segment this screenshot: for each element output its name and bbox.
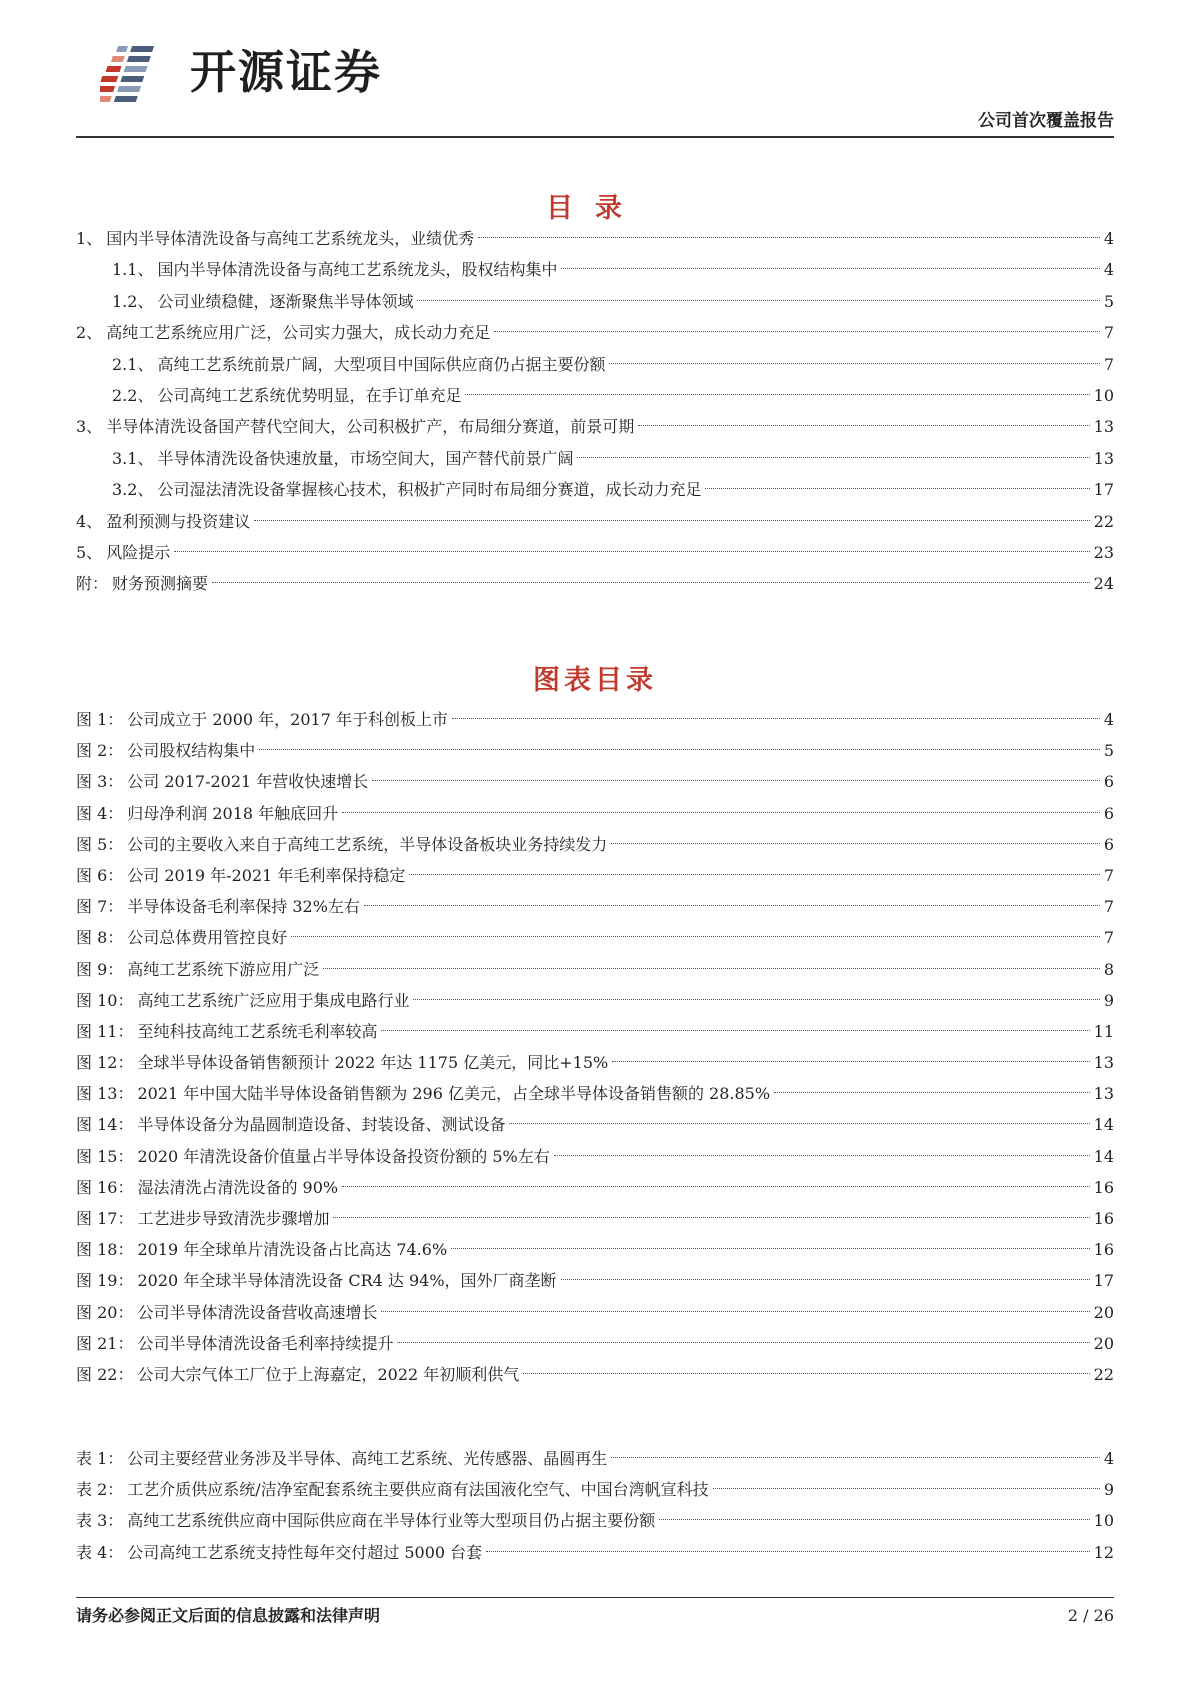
figure-entry-label	[76, 735, 255, 766]
figure-entry-text: 高纯工艺系统下游应用广泛	[127, 959, 320, 979]
dot-leader	[451, 1247, 1089, 1249]
dot-leader	[561, 267, 1099, 269]
toc-entry-number: 2.2、	[112, 385, 154, 405]
dot-leader	[612, 1060, 1089, 1062]
figure-entry-page: 6	[1103, 803, 1114, 823]
figure-entry-page: 14	[1093, 1146, 1114, 1166]
toc-entry-number: 3.1、	[112, 448, 154, 468]
toc-entry-text: 风险提示	[106, 542, 171, 562]
table-entry-label	[76, 1474, 709, 1505]
figure-entry-number: 图 6：	[76, 865, 124, 885]
toc-entry[interactable]	[76, 254, 1114, 285]
figure-entry-label	[76, 1078, 770, 1109]
figure-entry-number: 图 15：	[76, 1146, 134, 1166]
figure-entry-text: 至纯科技高纯工艺系统毛利率较高	[137, 1021, 378, 1041]
figure-entry[interactable]	[76, 1016, 1114, 1047]
figure-entry-page: 16	[1093, 1209, 1114, 1228]
figure-entry-text: 公司半导体清洗设备营收高速增长	[137, 1302, 378, 1322]
toc-entry-label	[76, 223, 474, 254]
toc-entry-number: 附：	[76, 574, 109, 594]
figure-entry[interactable]	[76, 798, 1114, 829]
table-entry[interactable]	[76, 1474, 1114, 1505]
figure-entry-text: 半导体设备毛利率保持 32%左右	[127, 897, 360, 917]
figure-entry-label	[76, 985, 409, 1016]
dot-leader	[342, 1185, 1090, 1187]
figure-entry-number: 图 19：	[76, 1271, 134, 1291]
toc-entry-number: 4、	[76, 511, 103, 531]
figure-entry-label	[76, 1359, 519, 1390]
figure-entry-page: 14	[1093, 1115, 1114, 1135]
figure-entry[interactable]	[76, 1203, 1114, 1234]
figure-entry[interactable]	[76, 891, 1114, 922]
toc-entry-number: 2.1、	[112, 354, 154, 374]
figure-entry-label	[76, 1109, 505, 1140]
figure-entry-text: 2020 年全球半导体清洗设备 CR4 达 94%，国外厂商垄断	[137, 1271, 557, 1291]
dot-leader	[509, 1122, 1089, 1124]
toc-entry-label	[76, 506, 250, 537]
figure-entry-number: 图 5：	[76, 834, 124, 854]
figure-entry-page: 20	[1093, 1333, 1114, 1353]
figure-entry-text: 2019 年全球单片清洗设备占比高达 74.6%	[137, 1240, 448, 1260]
report-type: 公司首次覆盖报告	[978, 111, 1114, 131]
figure-entry-page: 22	[1093, 1364, 1114, 1384]
toc-entry-label	[112, 254, 557, 285]
table-entry[interactable]	[76, 1537, 1114, 1568]
figure-entry-label	[76, 860, 405, 891]
figure-entry-text: 公司大宗气体工厂位于上海嘉定，2022 年初顺利供气	[137, 1364, 520, 1384]
toc-entry-number: 3、	[76, 417, 103, 437]
toc-entry-page: 7	[1103, 354, 1114, 374]
table-entry-label	[76, 1505, 655, 1536]
page-indicator: 2 / 26	[1067, 1606, 1114, 1625]
figure-entry-text: 湿法清洗占清洗设备的 90%	[137, 1177, 339, 1197]
toc-entry-text: 公司高纯工艺系统优势明显，在手订单充足	[157, 385, 462, 405]
dot-leader	[561, 1278, 1090, 1280]
figure-entry-label	[76, 1016, 377, 1047]
figure-entry-page: 20	[1093, 1302, 1114, 1322]
figure-entry[interactable]	[76, 860, 1114, 891]
figure-entry-number: 图 18：	[76, 1240, 134, 1260]
toc-entry-text: 盈利预测与投资建议	[106, 511, 251, 531]
dot-leader	[577, 456, 1089, 458]
figure-entry-text: 2021 年中国大陆半导体设备销售额为 296 亿美元，占全球半导体设备销售额的 28.85%	[137, 1084, 771, 1104]
figure-entry-text: 高纯工艺系统广泛应用于集成电路行业	[137, 990, 410, 1010]
dot-leader	[705, 487, 1089, 489]
toc-entry-number: 3.2、	[112, 480, 154, 500]
figure-entry-label	[76, 954, 319, 985]
toc-entry-text: 财务预测摘要	[112, 574, 209, 594]
toc-entry-text: 公司湿法清洗设备掌握核心技术，积极扩产同时布局细分赛道，成长动力充足	[157, 480, 702, 500]
table-entry-number: 表 1：	[76, 1449, 124, 1468]
figure-entry-text: 半导体设备分为晶圆制造设备、封装设备、测试设备	[137, 1115, 506, 1135]
table-entry-number: 表 4：	[76, 1542, 124, 1562]
toc-entry-label	[76, 537, 170, 568]
figure-entry-label	[76, 1265, 557, 1296]
figure-entry[interactable]	[76, 1297, 1114, 1328]
toc-entry-number: 1.2、	[112, 291, 154, 311]
figure-entry-number: 图 22：	[76, 1364, 134, 1384]
dot-leader	[465, 393, 1089, 395]
toc-entry-label	[76, 317, 490, 348]
table-entry-text: 工艺介质供应系统/洁净室配套系统主要供应商有法国液化空气、中国台湾帆宣科技	[127, 1480, 709, 1500]
toc-entry[interactable]	[76, 443, 1114, 474]
dot-leader	[381, 1310, 1089, 1312]
figure-entry-text: 归母净利润 2018 年触底回升	[127, 803, 339, 823]
toc-entry-label	[76, 411, 634, 442]
figure-entry-page: 16	[1093, 1240, 1114, 1260]
dot-leader	[611, 842, 1100, 844]
figures-title: 图表目录	[533, 665, 657, 696]
dot-leader	[259, 748, 1100, 750]
toc-entry[interactable]	[76, 317, 1114, 348]
table-entry-page: 10	[1093, 1511, 1114, 1531]
dot-leader	[212, 581, 1090, 583]
figure-entry-page: 7	[1103, 928, 1114, 948]
table-entry-label	[76, 1537, 482, 1568]
dot-leader	[486, 1550, 1089, 1552]
toc-entry-text: 半导体清洗设备国产替代空间大，公司积极扩产，布局细分赛道，前景可期	[106, 417, 635, 437]
dot-leader	[638, 424, 1089, 426]
figure-entry-page: 11	[1093, 1021, 1114, 1041]
figure-entry[interactable]	[76, 1078, 1114, 1109]
toc-entry-page: 13	[1093, 448, 1114, 468]
figure-entry[interactable]	[76, 829, 1114, 860]
toc-entry-number: 2、	[76, 323, 103, 343]
toc-entry-page: 17	[1093, 480, 1114, 500]
toc-entry-page: 10	[1093, 385, 1114, 405]
toc-list	[76, 223, 1114, 600]
toc-entry-page: 7	[1103, 323, 1114, 343]
toc-entry[interactable]	[76, 223, 1114, 254]
table-list	[76, 1443, 1114, 1568]
toc-title: 目录	[546, 193, 644, 224]
figure-entry-page: 7	[1103, 865, 1114, 885]
figure-entry-text: 全球半导体设备销售额预计 2022 年达 1175 亿美元，同比+15%	[137, 1053, 609, 1073]
figure-entry-text: 公司股权结构集中	[127, 741, 256, 761]
toc-entry[interactable]	[76, 380, 1114, 411]
toc-entry-page: 24	[1093, 574, 1114, 594]
page-header	[0, 0, 1190, 140]
toc-entry[interactable]	[76, 568, 1114, 599]
dot-leader	[659, 1518, 1089, 1520]
toc-entry-label	[112, 286, 413, 317]
figure-entry-label	[76, 1141, 550, 1172]
figure-entry[interactable]	[76, 1109, 1114, 1140]
toc-entry-label	[112, 474, 701, 505]
figure-entry-label	[76, 1172, 338, 1203]
figure-list	[76, 704, 1114, 1390]
dot-leader	[381, 1029, 1089, 1031]
dot-leader	[372, 779, 1100, 781]
figure-entry-number: 图 20：	[76, 1302, 134, 1322]
table-entry[interactable]	[76, 1505, 1114, 1536]
figure-entry-page: 4	[1103, 710, 1114, 729]
figure-entry-label	[76, 922, 287, 953]
figure-entry-number: 图 14：	[76, 1115, 134, 1135]
figure-entry-page: 5	[1103, 741, 1114, 761]
figure-entry-text: 公司 2017-2021 年营收快速增长	[127, 772, 369, 792]
dot-leader	[397, 1341, 1089, 1343]
figure-entry-number: 图 4：	[76, 803, 124, 823]
toc-entry-page: 4	[1103, 260, 1114, 280]
toc-entry-label	[112, 443, 573, 474]
figure-entry-label	[76, 829, 607, 860]
table-entry-page: 4	[1103, 1449, 1114, 1468]
dot-leader	[611, 1456, 1100, 1458]
table-entry[interactable]	[76, 1443, 1114, 1474]
dot-leader	[417, 299, 1099, 301]
toc-entry[interactable]	[76, 506, 1114, 537]
toc-entry-text: 国内半导体清洗设备与高纯工艺系统龙头，股权结构集中	[157, 260, 558, 280]
figure-entry-text: 公司 2019 年-2021 年毛利率保持稳定	[127, 865, 406, 885]
figure-entry-number: 图 13：	[76, 1084, 134, 1104]
figure-entry[interactable]	[76, 1234, 1114, 1265]
figure-entry-number: 图 8：	[76, 928, 124, 948]
toc-entry-text: 高纯工艺系统前景广阔，大型项目中国际供应商仍占据主要份额	[157, 354, 606, 374]
figure-entry-text: 公司半导体清洗设备毛利率持续提升	[137, 1333, 394, 1353]
figure-entry-label	[76, 1328, 393, 1359]
figure-entry-page: 8	[1103, 959, 1114, 979]
toc-entry-page: 22	[1093, 511, 1114, 531]
header-rule	[76, 136, 1114, 138]
figure-entry-page: 7	[1103, 897, 1114, 917]
toc-entry-text: 公司业绩稳健，逐渐聚焦半导体领域	[157, 291, 414, 311]
figure-entry[interactable]	[76, 1359, 1114, 1390]
toc-entry-page: 4	[1103, 229, 1114, 248]
figure-entry-page: 16	[1093, 1177, 1114, 1197]
dot-leader	[478, 236, 1100, 238]
table-entry-text: 公司高纯工艺系统支持性每年交付超过 5000 台套	[127, 1542, 483, 1562]
figure-entry-page: 6	[1103, 834, 1114, 854]
figure-entry-label	[76, 1203, 329, 1234]
figure-entry-number: 图 3：	[76, 772, 124, 792]
figure-entry[interactable]	[76, 1141, 1114, 1172]
dot-leader	[609, 362, 1099, 364]
figure-entry-text: 工艺进步导致清洗步骤增加	[137, 1209, 330, 1228]
figure-entry-number: 图 12：	[76, 1053, 134, 1073]
table-entry-page: 12	[1093, 1542, 1114, 1562]
figure-entry-text: 2020 年清洗设备价值量占半导体设备投资份额的 5%左右	[137, 1146, 550, 1166]
toc-entry-label	[112, 349, 605, 380]
dot-leader	[254, 519, 1089, 521]
figure-entry[interactable]	[76, 704, 1114, 735]
table-entry-number: 表 2：	[76, 1480, 124, 1500]
dot-leader	[342, 811, 1100, 813]
figure-entry[interactable]	[76, 1172, 1114, 1203]
toc-entry-text: 国内半导体清洗设备与高纯工艺系统龙头，业绩优秀	[106, 229, 475, 248]
dot-leader	[364, 904, 1100, 906]
figure-entry[interactable]	[76, 1047, 1114, 1078]
toc-entry[interactable]	[76, 411, 1114, 442]
figure-entry-number: 图 16：	[76, 1177, 134, 1197]
figure-entry[interactable]	[76, 1328, 1114, 1359]
toc-entry-page: 23	[1093, 542, 1114, 562]
figure-entry[interactable]	[76, 766, 1114, 797]
figure-entry-label	[76, 1234, 447, 1265]
dot-leader	[494, 330, 1100, 332]
toc-entry-page: 5	[1103, 291, 1114, 311]
figure-entry-label	[76, 891, 360, 922]
figure-entry-number: 图 17：	[76, 1209, 134, 1228]
dot-leader	[713, 1487, 1100, 1489]
dot-leader	[291, 935, 1100, 937]
table-entry-text: 高纯工艺系统供应商中国际供应商在半导体行业等大型项目仍占据主要份额	[127, 1511, 656, 1531]
figure-entry-number: 图 11：	[76, 1021, 134, 1041]
figure-entry-page: 17	[1093, 1271, 1114, 1291]
toc-entry[interactable]	[76, 537, 1114, 568]
figure-entry-page: 13	[1093, 1084, 1114, 1104]
figure-entry-number: 图 7：	[76, 897, 124, 917]
figure-entry[interactable]	[76, 735, 1114, 766]
figure-entry-label	[76, 704, 448, 735]
dot-leader	[409, 873, 1099, 875]
figure-entry-number: 图 1：	[76, 710, 124, 729]
toc-entry-text: 半导体清洗设备快速放量，市场空间大，国产替代前景广阔	[157, 448, 574, 468]
dot-leader	[413, 998, 1099, 1000]
table-entry-number: 表 3：	[76, 1511, 124, 1531]
figure-entry-label	[76, 798, 338, 829]
dot-leader	[774, 1091, 1090, 1093]
brand-name: 开源证券	[190, 45, 382, 99]
kaiyuan-logo-icon	[100, 40, 180, 110]
toc-entry-text: 高纯工艺系统应用广泛，公司实力强大，成长动力充足	[106, 323, 491, 343]
toc-entry-page: 13	[1093, 417, 1114, 437]
dot-leader	[452, 717, 1100, 719]
toc-entry-number: 1、	[76, 229, 103, 248]
dot-leader	[323, 967, 1100, 969]
toc-entry[interactable]	[76, 474, 1114, 505]
figure-entry-text: 公司总体费用管控良好	[127, 928, 288, 948]
figure-entry-page: 9	[1103, 990, 1114, 1010]
figure-entry-label	[76, 1047, 608, 1078]
toc-entry-number: 5、	[76, 542, 103, 562]
dot-leader	[333, 1216, 1089, 1218]
table-entry-page: 9	[1103, 1480, 1114, 1500]
figure-entry-text: 公司的主要收入来自于高纯工艺系统，半导体设备板块业务持续发力	[127, 834, 608, 854]
dot-leader	[523, 1372, 1089, 1374]
table-entry-label	[76, 1443, 607, 1474]
toc-entry[interactable]	[76, 286, 1114, 317]
toc-entry-label	[112, 380, 461, 411]
figure-entry-number: 图 21：	[76, 1333, 134, 1353]
figure-entry-number: 图 2：	[76, 741, 124, 761]
figure-entry-label	[76, 1297, 377, 1328]
figure-entry-number: 图 9：	[76, 959, 124, 979]
figure-entry[interactable]	[76, 1265, 1114, 1296]
toc-entry-label	[76, 568, 208, 599]
figure-entry-page: 6	[1103, 772, 1114, 792]
figure-entry-label	[76, 766, 368, 797]
figure-entry-text: 公司成立于 2000 年，2017 年于科创板上市	[127, 710, 448, 729]
figure-entry-number: 图 10：	[76, 990, 134, 1010]
footer-disclaimer: 请务必参阅正文后面的信息披露和法律声明	[76, 1606, 381, 1625]
toc-entry[interactable]	[76, 349, 1114, 380]
figure-entry-page: 13	[1093, 1053, 1114, 1073]
dot-leader	[174, 550, 1089, 552]
figure-entry[interactable]	[76, 922, 1114, 953]
table-entry-text: 公司主要经营业务涉及半导体、高纯工艺系统、光传感器、晶圆再生	[127, 1449, 608, 1468]
footer-rule	[76, 1597, 1114, 1598]
toc-entry-number: 1.1、	[112, 260, 154, 280]
figure-entry[interactable]	[76, 954, 1114, 985]
dot-leader	[554, 1154, 1090, 1156]
figure-entry[interactable]	[76, 985, 1114, 1016]
